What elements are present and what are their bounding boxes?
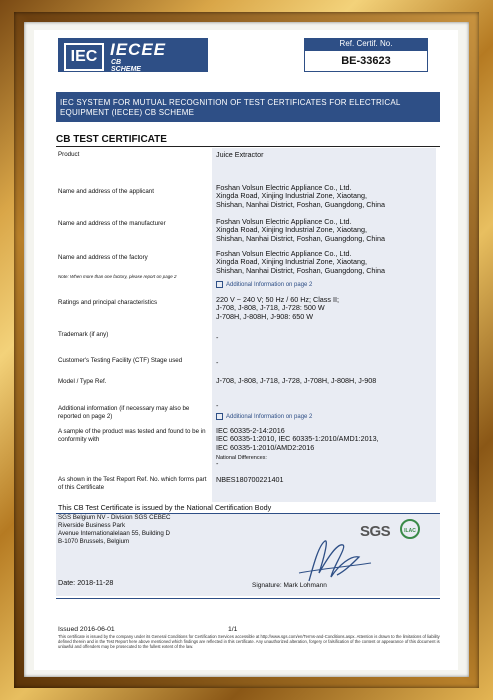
model-value: J-708, J-808, J-718, J-728, J-708H, J-808H, J-908: [216, 376, 377, 385]
checkbox-icon: [216, 281, 223, 288]
manufacturer-label: Name and address of the manufacturer: [58, 220, 166, 227]
signatory-name: Mark Lohmann: [283, 582, 327, 589]
ratings-label: Ratings and principal characteristics: [58, 299, 158, 306]
signature-label: Signature:: [252, 582, 282, 589]
factory-label: Name and address of the factory: [58, 254, 148, 261]
factory-additional-info: [216, 281, 436, 289]
ctf-value: -: [216, 358, 219, 367]
additional-info-extra-text: Additional Information on page 2: [226, 414, 313, 421]
cb-scheme-logo-text: CB SCHEME: [111, 59, 141, 73]
handwritten-signature: [289, 533, 379, 588]
signature-line: [252, 582, 327, 589]
product-value: Juice Extractor: [216, 150, 264, 159]
footer-divider: [56, 598, 440, 599]
iecee-logo-text: IECEE: [110, 40, 167, 59]
sample-label: A sample of the product was tested and found to be in conformity with: [58, 428, 206, 443]
ctf-label: Customer's Testing Facility (CTF) Stage used: [58, 357, 183, 364]
factory-value: Foshan Volsun Electric Appliance Co., Ltd. Xingda Road, Xinjing Industrial Zone, Xiaotang, Shishan, Nanhai District, Foshan, Guangdong, China: [216, 249, 386, 275]
issued-date: Issued 2016-06-01: [58, 626, 115, 633]
sgs-logo: SGS: [360, 523, 391, 540]
issued-by-statement: This CB Test Certificate is issued by the National Certification Body: [58, 503, 272, 512]
test-report-number: NBES180700221401: [216, 475, 284, 484]
model-label: Model / Type Ref.: [58, 378, 107, 385]
test-report-label: As shown in the Test Report Ref. No. which forms part of this Certificate: [58, 476, 207, 491]
certificate-document: [34, 30, 458, 670]
iec-logo-text: IEC: [64, 43, 104, 71]
ratings-value: 220 V ~ 240 V; 50 Hz / 60 Hz; Class II; J-708, J-808, J-718, J-728: 500 W J-708H, J-808H, J-908: 650 W: [216, 295, 339, 321]
manufacturer-value: Foshan Volsun Electric Appliance Co., Ltd. Xingda Road, Xinjing Industrial Zone, Xiaotang, Shishan, Nanhai District, Foshan, Guangdong, China: [216, 217, 386, 243]
national-differences-label: National Differences:: [216, 455, 267, 461]
additional-info-label: Additional information (if necessary may also be reported on page 2): [58, 405, 190, 420]
ref-certificate-label: Ref. Certif. No.: [304, 38, 428, 50]
date-line: [58, 578, 113, 587]
legal-disclaimer: This certificate is issued by the company under its General Conditions for Certification Services accessible at http://www.sgs.com/en/Terms-and-Conditions.aspx. Attention is drawn to the limitations of liability defined therein and in the Test Report here above mentioned which findings are reflected in this certificate. Any unauthorized alteration, forgery or falsification of the content or appearance of this document is unlawful and offenders may be prosecuted to the fullest extent of the law.: [58, 634, 440, 649]
applicant-value: Foshan Volsun Electric Appliance Co., Ltd. Xingda Road, Xinjing Industrial Zone, Xiaotang, Shishan, Nanhai District, Foshan, Guangdong, China: [216, 183, 386, 209]
factory-additional-info-text: Additional Information on page 2: [226, 282, 313, 289]
checkbox-icon: [216, 413, 223, 420]
trademark-value: -: [216, 333, 219, 342]
ref-certificate-number: BE-33623: [304, 50, 428, 72]
applicant-label: Name and address of the applicant: [58, 188, 154, 195]
ncb-address: SGS Belgium NV - Division SGS CEBEC Riverside Business Park Avenue Internationalelaan 55, Building D B-1070 Brussels, Belgium: [58, 514, 171, 545]
national-differences-value: -: [216, 459, 219, 468]
additional-info-extra: [216, 413, 436, 421]
additional-info-value: -: [216, 401, 219, 410]
scheme-banner: IEC SYSTEM FOR MUTUAL RECOGNITION OF TEST CERTIFICATES FOR ELECTRICAL EQUIPMENT (IECEE) CB SCHEME: [56, 92, 440, 122]
ref-certificate-box: [304, 38, 428, 72]
sample-standards: IEC 60335-2-14:2016 IEC 60335-1:2010, IEC 60335-1:2010/AMD1:2013, IEC 60335-1:2010/AMD2:2016: [216, 426, 379, 452]
page-number: 1/1: [228, 626, 238, 633]
factory-note: Note: When more than one factory, please report on page 2: [58, 274, 177, 279]
signature-area: [56, 554, 440, 596]
product-label: Product: [58, 151, 80, 158]
iec-iecee-logo: [58, 38, 208, 72]
trademark-label: Trademark (if any): [58, 331, 109, 338]
date-value: 2018-11-28: [77, 578, 114, 587]
certificate-title: CB TEST CERTIFICATE: [56, 134, 440, 147]
date-label: Date:: [58, 578, 76, 587]
ilac-logo: ILAC: [400, 519, 420, 539]
